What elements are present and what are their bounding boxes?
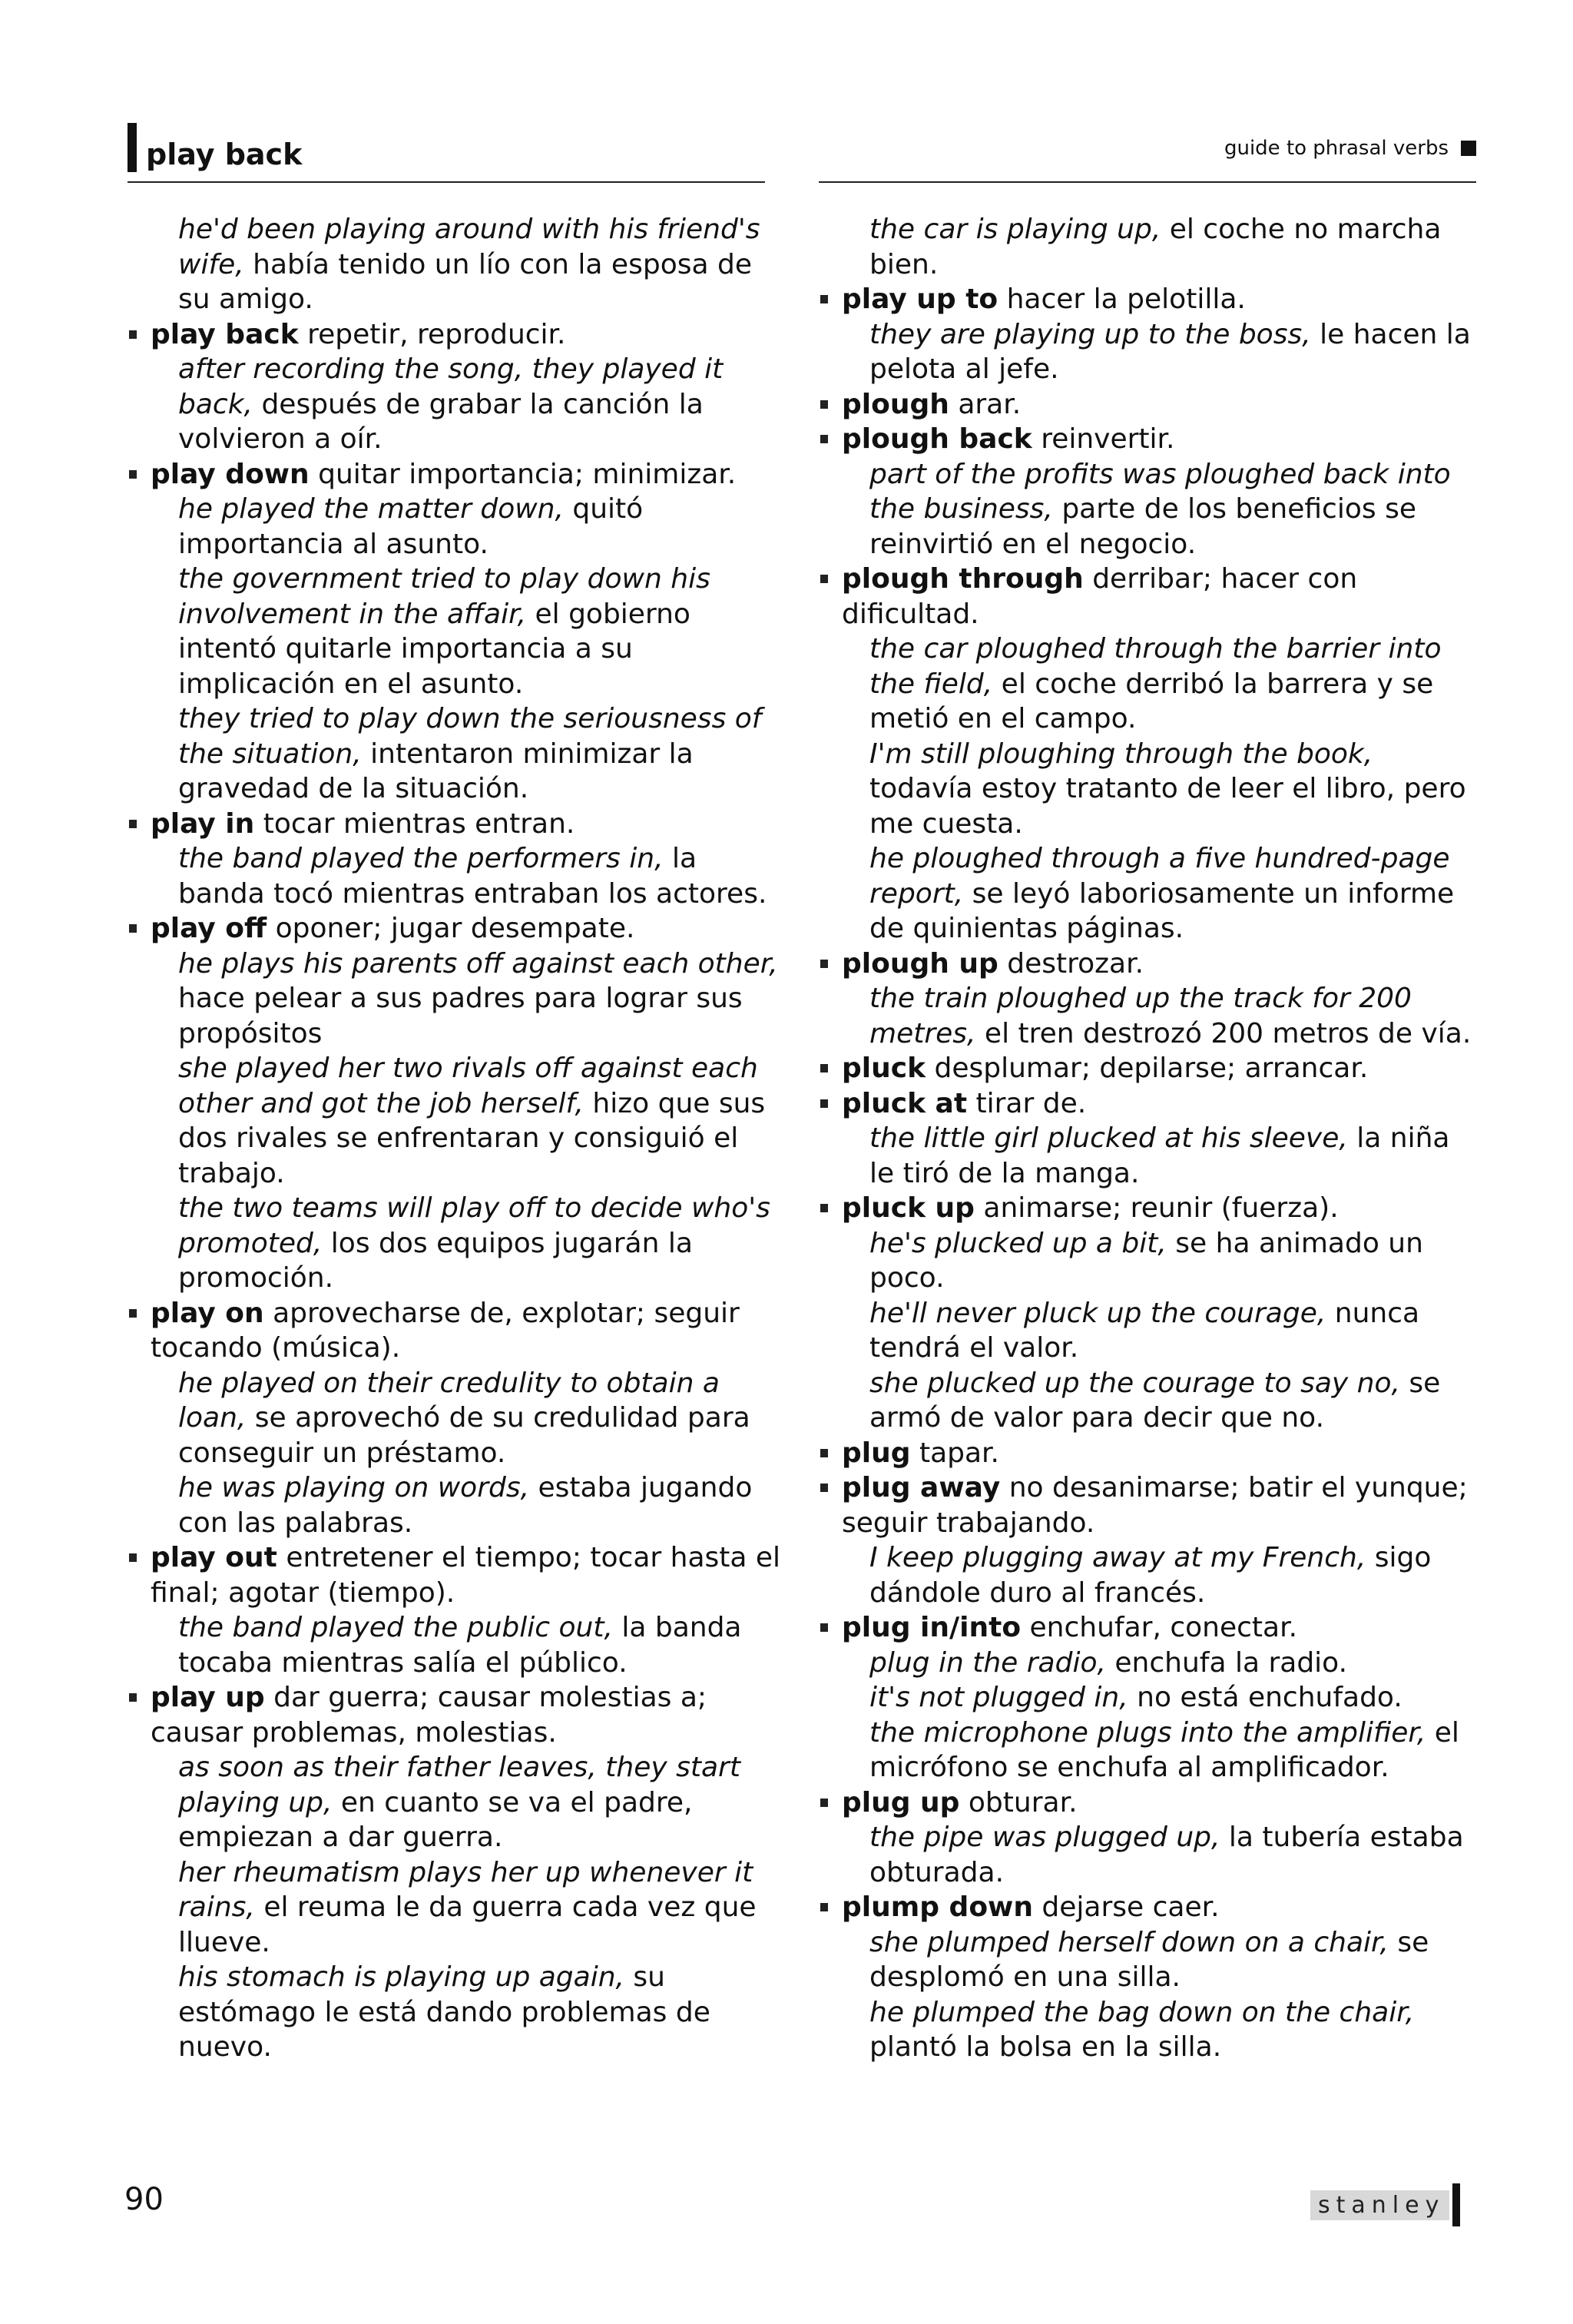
example-english: the pipe was plugged up, — [869, 1822, 1220, 1853]
entry-example — [151, 352, 788, 457]
entry-head — [842, 1890, 1472, 1925]
dictionary-entry — [842, 562, 1472, 947]
entry-example — [151, 1610, 788, 1680]
entry-definition: repetir, reproducir. — [298, 318, 566, 350]
dictionary-entry — [842, 387, 1472, 423]
entry-bullet — [820, 1623, 828, 1632]
page-header-left — [127, 123, 302, 172]
entry-bullet — [129, 820, 137, 828]
example-spanish: todavía estoy tratanto de leer el libro, pero me cuesta. — [869, 773, 1466, 840]
header-bar-mark — [127, 123, 137, 172]
entry-example — [842, 1540, 1472, 1610]
entry-definition: desplumar; depilarse; arrancar. — [926, 1053, 1369, 1084]
example-english: the car is playing up, — [869, 214, 1161, 245]
entry-definition: oponer; jugar desempate. — [267, 913, 635, 944]
example-spanish: se ha animado un poco. — [869, 1227, 1423, 1294]
page-header-right — [1224, 137, 1476, 160]
example-english: they are playing up to the boss, — [869, 318, 1311, 350]
entry-example — [151, 1855, 788, 1961]
running-head-title: play back — [146, 138, 303, 171]
entry-example — [151, 1750, 788, 1855]
entry-example — [842, 1226, 1472, 1296]
entry-example — [842, 737, 1472, 842]
example-spanish: en cuanto se va el padre, empiezan a dar guerra. — [178, 1786, 693, 1853]
entry-head — [842, 562, 1472, 632]
example-spanish: el tren destrozó 200 metros de vía. — [975, 1017, 1472, 1049]
entry-example — [151, 947, 788, 1052]
example-english: he'd been playing around with his friend's wife, — [178, 214, 760, 280]
example-english: he'll never pluck up the courage, — [869, 1297, 1326, 1329]
dictionary-entry — [151, 1540, 788, 1680]
example-english: plug in the radio, — [869, 1646, 1106, 1679]
entry-head — [842, 1086, 1472, 1122]
entry-example — [842, 841, 1472, 947]
continued-example-text — [151, 212, 788, 317]
example-english: he played on their credulity to obtain a loan, — [178, 1367, 720, 1434]
dictionary-entry — [842, 1436, 1472, 1471]
entry-example — [151, 701, 788, 807]
entry-headword: plump down — [842, 1891, 1033, 1923]
example-spanish: el reuma le da guerra cada vez que llueve. — [178, 1891, 757, 1958]
left-column — [151, 212, 788, 2065]
entry-headword: pluck at — [842, 1087, 968, 1119]
entry-definition: entretener el tiempo; tocar hasta el final; agotar (tiempo). — [151, 1542, 781, 1609]
example-spanish: la banda tocó mientras entraban los actores. — [178, 843, 767, 910]
entry-definition: arar. — [949, 388, 1022, 420]
dictionary-entry — [842, 1086, 1472, 1192]
entry-head — [842, 1191, 1472, 1226]
dictionary-entry — [151, 317, 788, 457]
entry-headword: plough back — [842, 423, 1032, 455]
continued-example — [842, 212, 1472, 282]
entry-example — [151, 492, 788, 562]
example-english: her rheumatism plays her up whenever it rains, — [178, 1856, 753, 1923]
entry-example — [842, 632, 1472, 737]
page-number: 90 — [124, 2182, 164, 2217]
entry-headword: play off — [151, 913, 267, 944]
example-spanish: se leyó laboriosamente un informe de quinientas páginas. — [869, 877, 1455, 944]
example-spanish: se aprovechó de su credulidad para conseguir un préstamo. — [178, 1402, 750, 1469]
entry-definition: tirar de. — [967, 1087, 1087, 1119]
dictionary-entry — [842, 1890, 1472, 2065]
entry-head — [151, 807, 788, 842]
continued-example-text — [842, 212, 1472, 282]
entry-example — [842, 1925, 1472, 1995]
entry-bullet — [129, 1309, 137, 1318]
example-spanish: la banda tocaba mientras salía el público. — [178, 1612, 742, 1679]
entry-headword: plug — [842, 1437, 911, 1469]
example-english: I keep plugging away at my French, — [869, 1542, 1366, 1573]
entry-example — [842, 1296, 1472, 1366]
entry-definition: hacer la pelotilla. — [998, 283, 1246, 315]
entry-example — [151, 1051, 788, 1191]
entry-head — [842, 282, 1472, 317]
entry-headword: play back — [151, 318, 299, 350]
entry-head — [151, 1296, 788, 1366]
example-english: as soon as their father leaves, they start playing up, — [178, 1752, 740, 1818]
entry-definition: enchufar, conectar. — [1021, 1612, 1298, 1643]
example-spanish: parte de los beneficios se reinvirtió en el negocio. — [869, 493, 1416, 560]
example-spanish: el gobierno intentó quitarle importancia a su implicación en el asunto. — [178, 598, 690, 700]
entry-head — [842, 1610, 1472, 1646]
example-english: the two teams will play off to decide who's promoted, — [178, 1192, 770, 1259]
entry-headword: plough — [842, 388, 949, 420]
entry-bullet — [129, 330, 137, 339]
entry-definition: tapar. — [910, 1437, 999, 1469]
example-spanish: el micrófono se enchufa al amplificador. — [869, 1716, 1459, 1783]
entry-example — [842, 1680, 1472, 1716]
example-english: he played the matter down, — [178, 493, 564, 525]
entry-example — [842, 1121, 1472, 1191]
entry-example — [151, 1960, 788, 2065]
example-english: she plucked up the courage to say no, — [869, 1367, 1400, 1399]
entry-headword: plug away — [842, 1472, 1001, 1503]
entry-bullet — [820, 1449, 828, 1457]
entry-definition: animarse; reunir (fuerza). — [974, 1192, 1339, 1224]
entry-example — [842, 1646, 1472, 1681]
entry-headword: plug up — [842, 1786, 960, 1818]
entry-head — [842, 1785, 1472, 1821]
entry-definition: derribar; hacer con dificultad. — [842, 563, 1358, 630]
entry-example — [842, 1820, 1472, 1890]
entry-headword: pluck up — [842, 1192, 975, 1224]
entry-headword: plough up — [842, 947, 998, 980]
entry-bullet — [820, 1064, 828, 1072]
entry-bullet — [820, 295, 828, 303]
continued-example — [151, 212, 788, 317]
example-spanish: intentaron minimizar la gravedad de la situación. — [178, 738, 694, 804]
example-spanish: quitó importancia al asunto. — [178, 493, 644, 560]
entry-headword: plough through — [842, 563, 1084, 595]
example-spanish: después de grabar la canción la volvieron a oír. — [178, 388, 704, 455]
right-column — [842, 212, 1472, 2065]
entry-definition: aprovecharse de, explotar; seguir tocando (música). — [151, 1297, 740, 1364]
example-spanish: hace pelear a sus padres para lograr sus propósitos — [178, 983, 743, 1049]
example-english: they tried to play down the seriousness of the situation, — [178, 703, 762, 770]
example-english: the band played the performers in, — [178, 843, 664, 874]
example-english: the microphone plugs into the amplifier, — [869, 1716, 1426, 1749]
entry-head — [842, 947, 1472, 982]
entry-bullet — [820, 1484, 828, 1492]
example-spanish: la tubería estaba obturada. — [869, 1822, 1464, 1888]
dictionary-entry — [842, 1470, 1472, 1610]
entry-definition: dejarse caer. — [1032, 1891, 1220, 1923]
header-square-mark — [1461, 141, 1476, 156]
dictionary-entry — [151, 807, 788, 912]
entry-head — [151, 911, 788, 947]
example-english: he plumped the bag down on the chair, — [869, 1996, 1415, 2028]
dictionary-entry — [842, 947, 1472, 1052]
example-english: the government tried to play down his involvement in the affair, — [178, 563, 710, 630]
dictionary-entry — [151, 911, 788, 1296]
entry-head — [842, 1051, 1472, 1086]
entry-bullet — [820, 400, 828, 409]
entry-bullet — [820, 435, 828, 443]
entry-head — [842, 1470, 1472, 1540]
entry-head — [151, 317, 788, 353]
entry-headword: play down — [151, 458, 310, 490]
dictionary-entry — [842, 1785, 1472, 1891]
dictionary-entry — [842, 282, 1472, 387]
header-rule-right — [819, 181, 1476, 183]
example-english: he was playing on words, — [178, 1472, 530, 1503]
entry-headword: play out — [151, 1542, 277, 1573]
entry-bullet — [129, 1693, 137, 1702]
example-english: the train ploughed up the track for 200 metres, — [869, 983, 1412, 1049]
example-english: the car ploughed through the barrier into the field, — [869, 633, 1442, 700]
entry-definition: dar guerra; causar molestias a; causar problemas, molestias. — [151, 1682, 707, 1749]
entry-head — [151, 1540, 788, 1610]
example-spanish: se desplomó en una silla. — [869, 1926, 1429, 1993]
entry-example — [151, 1191, 788, 1296]
example-spanish: su estómago le está dando problemas de nuevo. — [178, 1961, 710, 2063]
entry-head — [151, 457, 788, 492]
dictionary-entry — [842, 1610, 1472, 1785]
example-english: he ploughed through a five hundred-page report, — [869, 843, 1450, 910]
publisher-name: stanley — [1310, 2190, 1449, 2220]
entry-head — [151, 1680, 788, 1750]
example-english: part of the profits was ploughed back into the business, — [869, 458, 1451, 525]
entry-example — [842, 1995, 1472, 2065]
entry-headword: play on — [151, 1297, 264, 1329]
entry-definition: tocar mientras entran. — [254, 807, 575, 840]
dictionary-entry — [151, 1296, 788, 1541]
example-english: he's plucked up a bit, — [869, 1227, 1167, 1259]
entry-bullet — [820, 1903, 828, 1911]
entry-example — [151, 562, 788, 701]
example-spanish: estaba jugando con las palabras. — [178, 1472, 753, 1539]
entry-bullet — [129, 470, 137, 479]
dictionary-entry — [842, 422, 1472, 562]
entry-headword: plug in/into — [842, 1612, 1022, 1643]
example-english: after recording the song, they played it back, — [178, 353, 724, 420]
example-spanish: le hacen la pelota al jefe. — [869, 318, 1471, 385]
entry-definition: reinvertir. — [1032, 423, 1175, 455]
running-head-section: guide to phrasal verbs — [1224, 137, 1449, 160]
entry-headword: play up to — [842, 283, 998, 315]
entry-example — [151, 841, 788, 911]
entry-definition: no desanimarse; batir el yunque; seguir trabajando. — [842, 1472, 1468, 1539]
entry-bullet — [820, 575, 828, 583]
brand-bar-mark — [1452, 2183, 1460, 2226]
example-spanish: hizo que sus dos rivales se enfrentaran y consiguió el trabajo. — [178, 1087, 766, 1189]
entry-example — [151, 1366, 788, 1471]
entry-headword: play in — [151, 807, 255, 840]
entry-bullet — [820, 1204, 828, 1212]
entry-definition: obturar. — [959, 1786, 1078, 1818]
entry-bullet — [129, 1553, 137, 1562]
dictionary-entry — [151, 1680, 788, 2065]
entry-example — [151, 1470, 788, 1540]
entry-example — [842, 981, 1472, 1051]
example-english: she played her two rivals off against each other and got the job herself, — [178, 1053, 758, 1119]
example-english: the little girl plucked at his sleeve, — [869, 1122, 1348, 1154]
example-spanish: los dos equipos jugarán la promoción. — [178, 1227, 693, 1294]
header-rule-left — [127, 181, 765, 183]
entry-bullet — [129, 924, 137, 933]
example-spanish: se armó de valor para decir que no. — [869, 1367, 1441, 1434]
dictionary-entry — [842, 1191, 1472, 1436]
entry-definition: destrozar. — [998, 947, 1144, 980]
entry-bullet — [820, 1099, 828, 1108]
example-english: he plays his parents off against each other, — [178, 947, 778, 980]
example-spanish: el coche no marcha bien. — [869, 214, 1442, 280]
example-english: the band played the public out, — [178, 1612, 613, 1643]
publisher-brand — [1310, 2183, 1460, 2226]
example-spanish: había tenido un lío con la esposa de su amigo. — [178, 248, 752, 315]
dictionary-entry — [151, 457, 788, 807]
entry-example — [842, 1366, 1472, 1436]
example-english: his stomach is playing up again, — [178, 1961, 624, 1993]
entry-example — [842, 317, 1472, 387]
entry-definition: quitar importancia; minimizar. — [309, 458, 737, 490]
example-spanish: no está enchufado. — [1128, 1682, 1402, 1713]
entry-head — [842, 1436, 1472, 1471]
example-english: she plumped herself down on a chair, — [869, 1926, 1389, 1958]
dictionary-entry — [842, 1051, 1472, 1086]
entry-example — [842, 457, 1472, 562]
example-spanish: plantó la bolsa en la silla. — [869, 2031, 1222, 2063]
example-spanish: enchufa la radio. — [1105, 1646, 1348, 1679]
entry-headword: pluck — [842, 1053, 926, 1084]
example-english: I'm still ploughing through the book, — [869, 738, 1373, 770]
example-spanish: nunca tendrá el valor. — [869, 1297, 1420, 1364]
entry-bullet — [820, 960, 828, 968]
example-english: it's not plugged in, — [869, 1682, 1128, 1713]
example-spanish: el coche derribó la barrera y se metió en el campo. — [869, 668, 1434, 734]
entry-head — [842, 387, 1472, 423]
entry-headword: play up — [151, 1682, 265, 1713]
example-spanish: la niña le tiró de la manga. — [869, 1122, 1450, 1189]
entry-head — [842, 422, 1472, 457]
example-spanish: sigo dándole duro al francés. — [869, 1542, 1432, 1609]
entry-bullet — [820, 1799, 828, 1807]
entry-example — [842, 1716, 1472, 1785]
